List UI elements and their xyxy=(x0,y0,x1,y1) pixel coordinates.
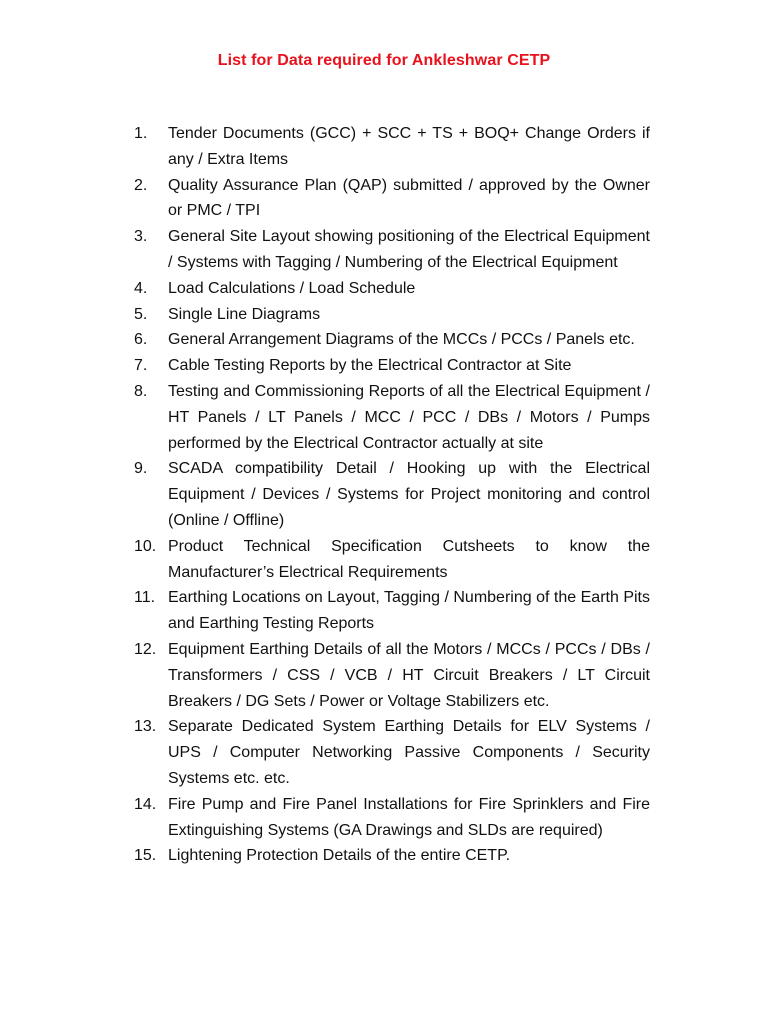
list-item xyxy=(134,302,650,328)
list-item xyxy=(134,456,650,533)
list-item-text: General Site Layout showing positioning of the Electrical Equipment / Systems with Tagging / Numbering of the Electrical Equipment xyxy=(168,228,650,271)
list-item-text: Load Calculations / Load Schedule xyxy=(168,279,416,297)
list-item-text: Separate Dedicated System Earthing Details for ELV Systems / UPS / Computer Networking Passive Components / Security Systems etc. etc. xyxy=(168,718,650,787)
list-item-number: 11. xyxy=(134,589,156,607)
list-item-text: Fire Pump and Fire Panel Installations for Fire Sprinklers and Fire Extinguishing Systems (GA Drawings and SLDs are required) xyxy=(168,795,650,839)
list-item-number: 2. xyxy=(134,176,148,194)
list-item-number: 1. xyxy=(134,125,148,142)
list-item xyxy=(134,353,650,379)
list-item xyxy=(134,792,650,844)
list-item-text: Earthing Locations on Layout, Tagging / Numbering of the Earth Pits and Earthing Testing Reports xyxy=(168,589,650,633)
list-item-number: 8. xyxy=(134,382,148,400)
list-item-text: Tender Documents (GCC) + SCC + TS + BOQ+ Change Orders if any / Extra Items xyxy=(168,125,650,168)
document-title: List for Data required for Ankleshwar CETP xyxy=(217,52,551,69)
list-item-text: Single Line Diagrams xyxy=(168,305,321,323)
list-item-number: 6. xyxy=(134,331,148,349)
list-item-text: General Arrangement Diagrams of the MCCs / PCCs / Panels etc. xyxy=(168,331,635,349)
list-item-text: Quality Assurance Plan (QAP) submitted / approved by the Owner or PMC / TPI xyxy=(168,176,650,220)
list-item xyxy=(134,121,650,173)
list-item xyxy=(134,534,650,586)
list-item xyxy=(134,637,650,714)
list-item-number: 4. xyxy=(134,279,148,297)
list-item xyxy=(134,843,650,869)
list-item-text: Testing and Commissioning Reports of all the Electrical Equipment / HT Panels / LT Panels / MCC / PCC / DBs / Motors / Pumps performed by the Electrical Contractor actually at site xyxy=(168,382,650,452)
list-item-number: 9. xyxy=(134,460,148,478)
list-item-text: SCADA compatibility Detail / Hooking up with the Electrical Equipment / Devices / Systems for Project monitoring and control (Online / Offline) xyxy=(168,460,650,529)
list-item xyxy=(134,379,650,456)
requirements-list xyxy=(134,121,650,869)
list-item-number: 7. xyxy=(134,357,148,375)
list-item xyxy=(134,327,650,353)
list-item xyxy=(134,585,650,637)
list-item xyxy=(134,714,650,791)
list-item xyxy=(134,173,650,225)
list-item-number: 13. xyxy=(134,718,157,736)
list-item-text: Cable Testing Reports by the Electrical Contractor at Site xyxy=(168,357,572,375)
list-item-number: 15. xyxy=(134,847,157,865)
list-item-text: Product Technical Specification Cutsheets to know the Manufacturer’s Electrical Requirements xyxy=(168,537,650,581)
list-item-number: 14. xyxy=(134,795,157,813)
list-item-number: 10. xyxy=(134,537,157,555)
list-item xyxy=(134,224,650,276)
list-item-text: Lightening Protection Details of the entire CETP. xyxy=(168,847,511,865)
list-item-number: 3. xyxy=(134,228,148,246)
list-item xyxy=(134,276,650,302)
list-item-number: 12. xyxy=(134,640,157,658)
list-item-number: 5. xyxy=(134,305,148,323)
list-item-text: Equipment Earthing Details of all the Motors / MCCs / PCCs / DBs / Transformers / CSS / VCB / HT Circuit Breakers / LT Circuit Breakers / DG Sets / Power or Voltage Stabilizers etc. xyxy=(168,640,650,710)
